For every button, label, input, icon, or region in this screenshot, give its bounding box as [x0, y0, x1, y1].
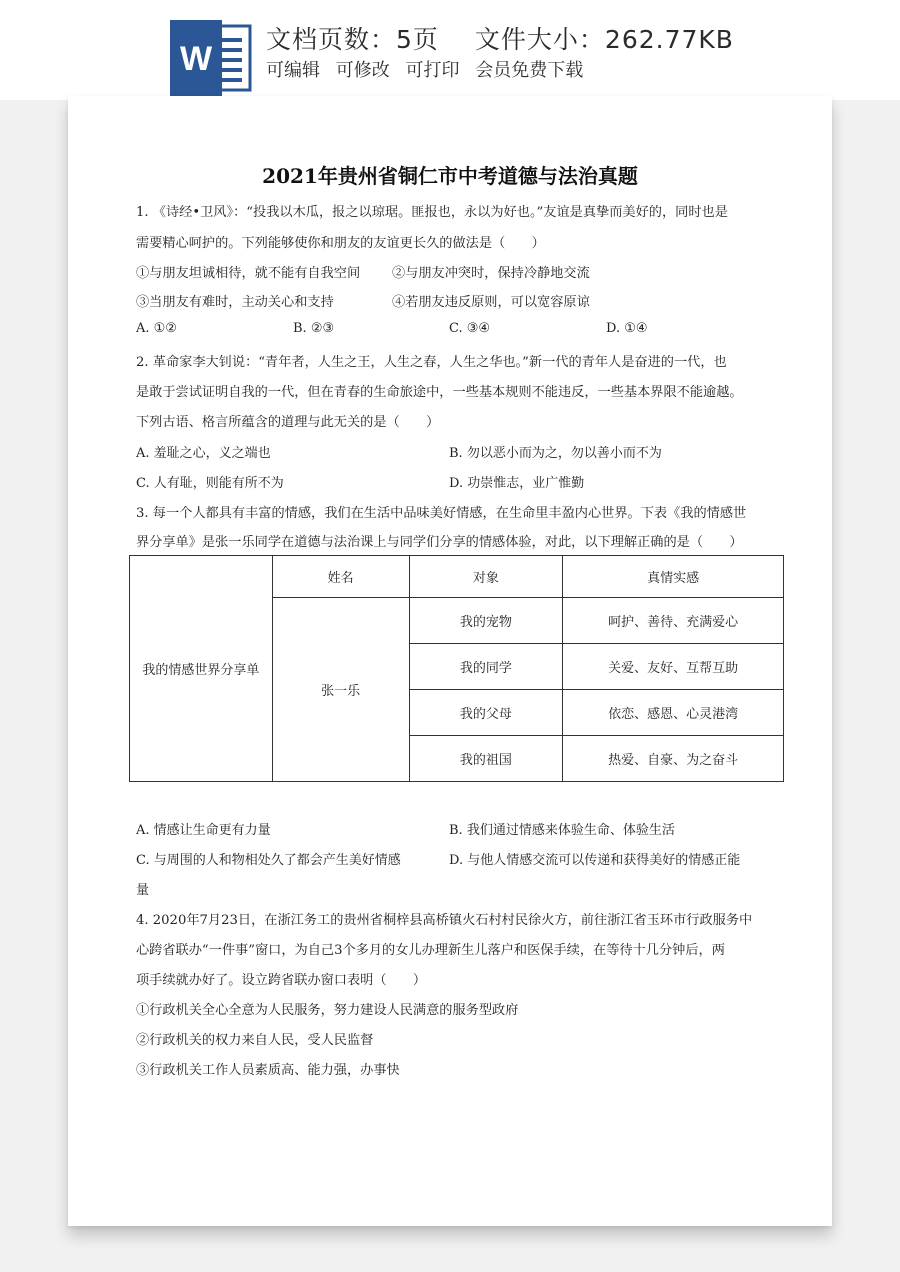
feature-editable: 可编辑	[266, 60, 320, 81]
emotion-share-table	[129, 555, 784, 782]
q1-item: ③当朋友有难时，主动关心和支持	[136, 295, 334, 310]
feeling-cell: 热爱、自豪、为之奋斗	[563, 736, 784, 782]
q2-option-c: C. 人有耻，则能有所不为	[136, 476, 284, 491]
table-title-cell: 我的情感世界分享单	[130, 556, 273, 782]
q4-item: ①行政机关全心全意为人民服务，努力建设人民满意的服务型政府	[136, 1003, 519, 1018]
q3-option-a: A. 情感让生命更有力量	[136, 823, 271, 838]
feature-list	[266, 56, 593, 82]
feature-printable: 可打印	[405, 60, 460, 81]
q3-text-line: 界分享单》是张一乐同学在道德与法治课上与同学们分享的情感体验，对此，以下理解正确的是（ ）	[136, 535, 743, 550]
q1-item: ①与朋友坦诚相待，就不能有自我空间	[136, 266, 361, 281]
q1-item: ②与朋友冲突时，保持冷静地交流	[392, 266, 590, 281]
q2-option-d: D. 功崇惟志，业广惟勤	[449, 476, 585, 491]
q3-option-b: B. 我们通过情感来体验生命、体验生活	[449, 823, 675, 838]
word-icon-letter: W	[179, 40, 213, 78]
page-count: 文档页数：5页	[266, 25, 439, 54]
q4-text-line: 项手续就办好了。设立跨省联办窗口表明（ ）	[136, 973, 427, 988]
header-feeling: 真情实感	[563, 556, 784, 598]
object-cell: 我的宠物	[409, 598, 563, 644]
feeling-cell: 关爱、友好、互帮互助	[563, 644, 784, 690]
q2-text-line: 是敢于尝试证明自我的一代，但在青春的生命旅途中，一些基本规则不能违反，一些基本界限不能逾越。	[136, 385, 743, 400]
word-doc-icon	[170, 20, 254, 96]
q3-option-c: C. 与周围的人和物相处久了都会产生美好情感	[136, 853, 401, 868]
q1-text-line: 1. 《诗经•卫风》：“投我以木瓜，报之以琼琚。匪报也，永以为好也。”友谊是真挚而美好的，同时也是	[136, 205, 728, 220]
feature-modifiable: 可修改	[335, 60, 390, 81]
feeling-cell: 呵护、善待、充满爱心	[563, 598, 784, 644]
q4-item: ②行政机关的权力来自人民，受人民监督	[136, 1033, 374, 1048]
object-cell: 我的父母	[409, 690, 563, 736]
header-object: 对象	[409, 556, 563, 598]
q1-text-line: 需要精心呵护的。下列能够使你和朋友的友谊更长久的做法是（ ）	[136, 236, 545, 251]
q2-text-line: 下列古语、格言所蕴含的道理与此无关的是（ ）	[136, 415, 440, 430]
q3-option-d: D. 与他人情感交流可以传递和获得美好的情感正能	[449, 853, 741, 868]
download-header	[0, 0, 900, 100]
q2-option-b: B. 勿以恶小而为之，勿以善小而不为	[449, 446, 662, 461]
q4-item: ③行政机关工作人员素质高、能力强，办事快	[136, 1063, 400, 1078]
feeling-cell: 依恋、感恩、心灵港湾	[563, 690, 784, 736]
q1-option-a: A. ①②	[136, 321, 177, 336]
file-size: 文件大小：262.77KB	[474, 25, 734, 54]
q1-option-b: B. ②③	[293, 321, 335, 336]
object-cell: 我的同学	[409, 644, 563, 690]
header-name: 姓名	[272, 556, 409, 598]
q1-option-d: D. ①④	[606, 321, 648, 336]
feature-free-download: 会员免费下载	[475, 60, 584, 81]
q3-text-line: 3. 每一个人都具有丰富的情感，我们在生活中品味美好情感，在生命里丰盈内心世界。下表《我的情感世	[136, 506, 747, 521]
student-name-cell: 张一乐	[272, 598, 409, 782]
q3-option-d-continued: 量	[136, 883, 150, 898]
q1-option-c: C. ③④	[449, 321, 491, 336]
document-title: 2021年贵州省铜仁市中考道德与法治真题	[262, 164, 638, 188]
q2-text-line: 2. 革命家李大钊说：“青年者，人生之王，人生之春，人生之华也。”新一代的青年人是奋进的一代，也	[136, 355, 727, 370]
q4-text-line: 4. 2020年7月23日，在浙江务工的贵州省桐梓县高桥镇火石村村民徐火方，前往浙江省玉环市行政服务中	[136, 913, 753, 928]
q4-text-line: 心跨省联办“一件事”窗口，为自己3个多月的女儿办理新生儿落户和医保手续，在等待十几分钟后，两	[136, 943, 725, 958]
q2-option-a: A. 羞耻之心，义之端也	[136, 446, 271, 461]
object-cell: 我的祖国	[409, 736, 563, 782]
q1-item: ④若朋友违反原则，可以宽容原谅	[392, 295, 590, 310]
